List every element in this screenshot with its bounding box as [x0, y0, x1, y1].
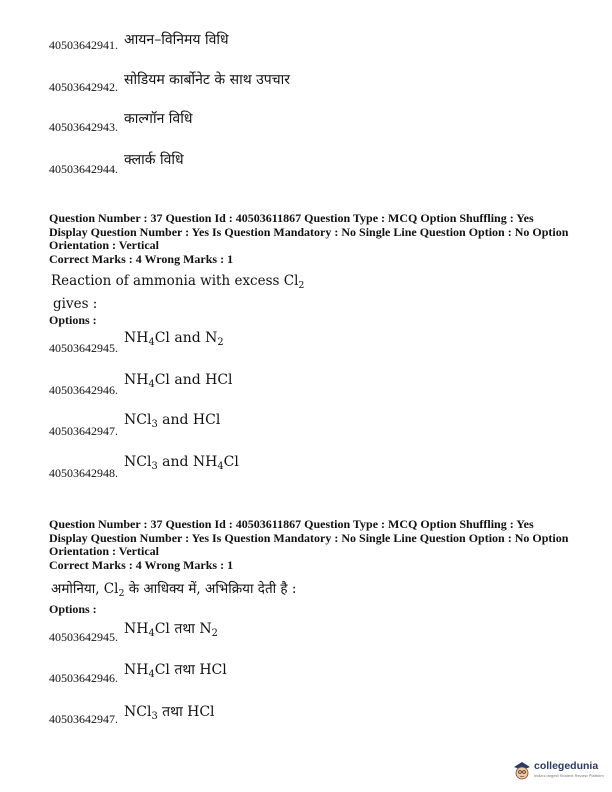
option-text: NCl$_3$ and HCl [124, 412, 221, 430]
option-text: NCl$_3$ and $NH_4Cl$ [124, 454, 239, 472]
option-id: 40503642946. [49, 671, 118, 685]
question-text-line: Reaction of ammonia with excess Cl [51, 273, 299, 289]
option-text: $NH_4Cl$ and $N_2$ [124, 330, 224, 348]
option-row [49, 704, 215, 727]
option-row [49, 32, 229, 53]
option-id: 40503642945. [49, 630, 118, 644]
meta-line: Orientation : Vertical [49, 238, 159, 252]
option-row [49, 111, 193, 135]
option-id: 40503642945. [49, 341, 118, 355]
option-id: 40503642946. [49, 383, 118, 397]
question-text [51, 272, 304, 313]
meta-line: Orientation : Vertical [49, 544, 159, 558]
option-text: $NH_4Cl$ तथा HCl [124, 662, 227, 680]
options-label: Options : [49, 602, 97, 616]
meta-line: Display Question Number : Yes Is Question Mandatory : No Single Line Question Option : No Option [49, 224, 569, 239]
option-id: 40503642948. [49, 466, 118, 480]
brand-tagline: India's largest Student Review Platform [534, 773, 604, 778]
marks-line: Correct Marks : 4 Wrong Marks : 1 [49, 557, 234, 572]
option-row [49, 372, 233, 398]
option-id: 40503642941. [49, 38, 118, 52]
option-id: 40503642947. [49, 424, 118, 438]
subscript: 2 [298, 280, 305, 291]
option-text: क्लार्क विधि [124, 152, 184, 168]
meta-line: Question Number : 37 Question Id : 40503611867 Question Type : MCQ Option Shuffling : Yes [49, 211, 534, 225]
option-row [49, 412, 221, 439]
option-row [49, 621, 218, 645]
option-text: $NH_4Cl$ तथा $N_2$ [124, 621, 218, 639]
collegedunia-logo [512, 756, 608, 786]
option-text: NCl$_3$ तथा HCl [124, 704, 215, 722]
option-row [49, 454, 239, 481]
marks-line: Correct Marks : 4 Wrong Marks : 1 [49, 251, 234, 266]
option-row [49, 152, 184, 177]
meta-line: Display Question Number : Yes Is Question Mandatory : No Single Line Question Option : No Option [49, 530, 569, 545]
question-text: अमोनिया, $Cl_2$ के आधिक्य में, अभिक्रिया देती है : [51, 581, 297, 599]
question-meta [49, 518, 589, 572]
option-text: काल्गॉन विधि [124, 111, 193, 127]
mascot-icon [512, 758, 532, 782]
option-text: सोडियम कार्बोनेट के साथ उपचार [124, 72, 290, 88]
question-text-line: gives : [53, 296, 98, 312]
option-row [49, 662, 227, 686]
option-id: 40503642947. [49, 712, 118, 726]
option-text: आयन–विनिमय विधि [124, 32, 229, 48]
option-id: 40503642944. [49, 162, 118, 176]
meta-line: Question Number : 37 Question Id : 40503611867 Question Type : MCQ Option Shuffling : Yes [49, 517, 534, 531]
option-id: 40503642942. [49, 80, 118, 94]
option-row [49, 72, 290, 95]
brand-name: collegedunia [534, 760, 599, 772]
options-label: Options : [49, 313, 97, 327]
option-row [49, 330, 224, 356]
option-text: $NH_4Cl$ and HCl [124, 372, 233, 390]
option-id: 40503642943. [49, 120, 118, 134]
subscript: 2 [118, 588, 125, 599]
question-meta [49, 212, 589, 266]
